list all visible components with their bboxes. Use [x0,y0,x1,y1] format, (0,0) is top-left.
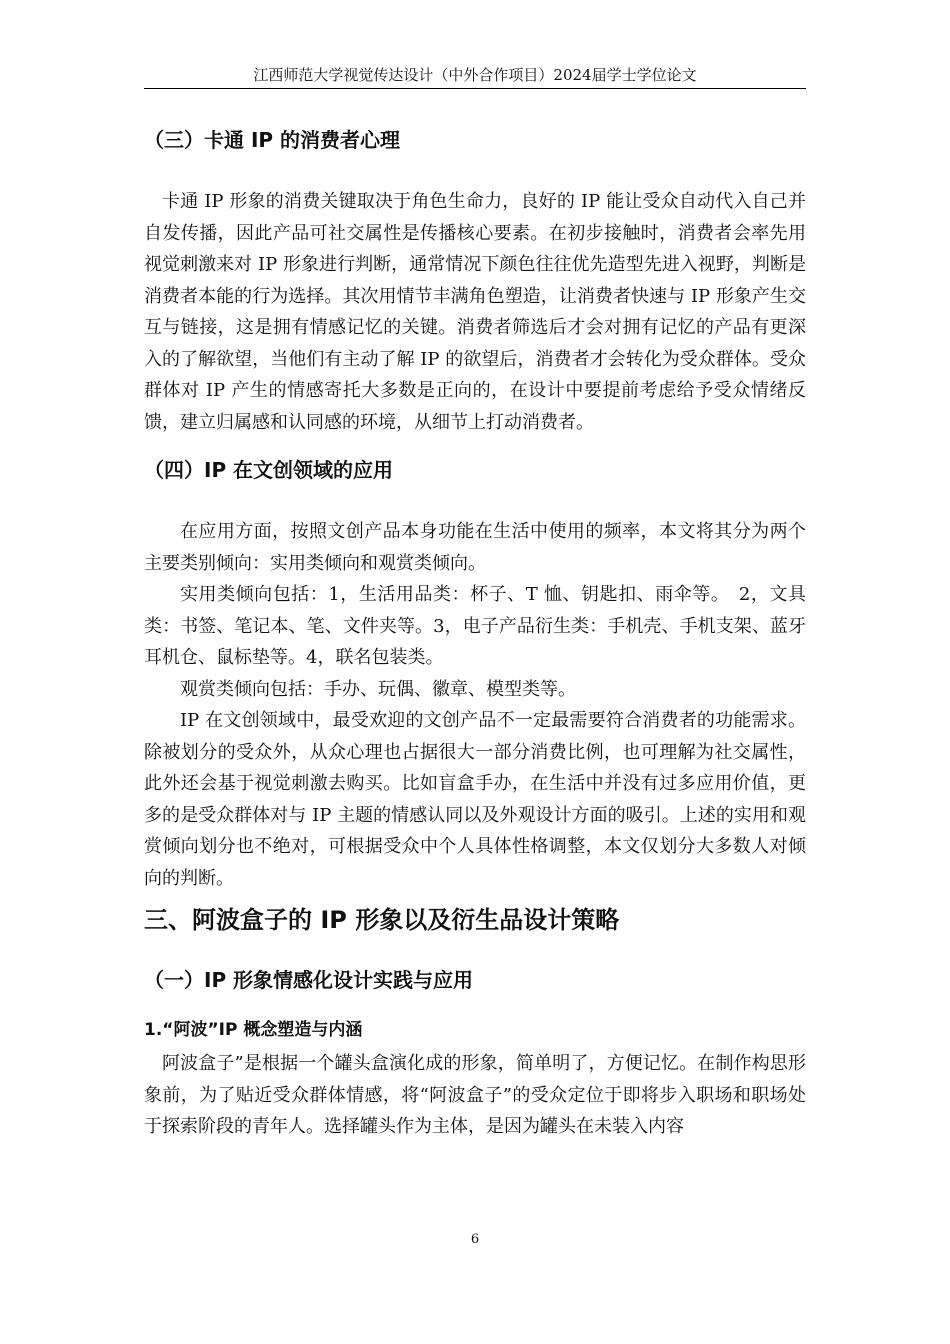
body-paragraph: 实用类倾向包括：1，生活用品类：杯子、T 恤、钥匙扣、雨伞等。 2，文具类：书签、笔记本、笔、文件夹等。3，电子产品衍生类：手机壳、手机支架、蓝牙耳机仓、鼠标垫等。4，联名包装类。 [144,584,806,668]
running-header: 江西师范大学视觉传达设计（中外合作项目）2024届学士学位论文 [144,64,806,89]
page-body [144,124,806,1143]
body-paragraph: 阿波盒子”是根据一个罐头盒演化成的形象，简单明了，方便记忆。在制作构思形象前，为了贴近受众群体情感，将“阿波盒子”的受众定位于即将步入职场和职场处于探索阶段的青年人。选择罐头作为主体，是因为罐头在未装入内容 [144,1053,806,1137]
body-paragraph: 在应用方面，按照文创产品本身功能在生活中使用的频率，本文将其分为两个主要类别倾向：实用类倾向和观赏类倾向。 [144,521,806,574]
subsection-heading: 1.“阿波”IP 概念塑造与内涵 [144,1020,363,1040]
section-heading-emotional-design: （一）IP 形象情感化设计实践与应用 [144,968,474,992]
body-paragraph: IP 在文创领域中，最受欢迎的文创产品不一定最需要符合消费者的功能需求。除被划分的受众外，从众心理也占据很大一部分消费比例，也可理解为社交属性，此外还会基于视觉刺激去购买。比如盲盒手办，在生活中并没有过多应用价值，更多的是受众群体对与 IP 主题的情感认同以及外观设计方面的吸引。上述的实用和观赏倾向划分也不绝对，可根据受众中个人具体性格调整，本文仅划分大多数人对倾向的判断。 [144,710,806,889]
chapter-heading: 三、阿波盒子的 IP 形象以及衍生品设计策略 [144,906,620,934]
body-paragraph: 观赏类倾向包括：手办、玩偶、徽章、模型类等。 [180,678,576,700]
section-heading-consumer-psychology: （三）卡通 IP 的消费者心理 [144,128,401,152]
body-paragraph: 卡通 IP 形象的消费关键取决于角色生命力，良好的 IP 能让受众自动代入自己并自发传播，因此产品可社交属性是传播核心要素。在初步接触时，消费者会率先用视觉刺激来对 IP 形象进行判断，通常情况下颜色往往优先造型先进入视野，判断是消费者本能的行为选择。其次用情节丰满角色塑造，让消费者快速与 IP 形象产生交互与链接，这是拥有情感记忆的关键。消费者筛选后才会对拥有记忆的产品有更深入的了解欲望，当他们有主动了解 IP 的欲望后，消费者才会转化为受众群体。受众群体对 IP 产生的情感寄托大多数是正向的，在设计中要提前考虑给予受众情绪反馈，建立归属感和认同感的环境，从细节上打动消费者。 [144,191,806,433]
section-heading-ip-cultural-creative: （四）IP 在文创领域的应用 [144,458,394,482]
page-number: 6 [470,1232,480,1247]
